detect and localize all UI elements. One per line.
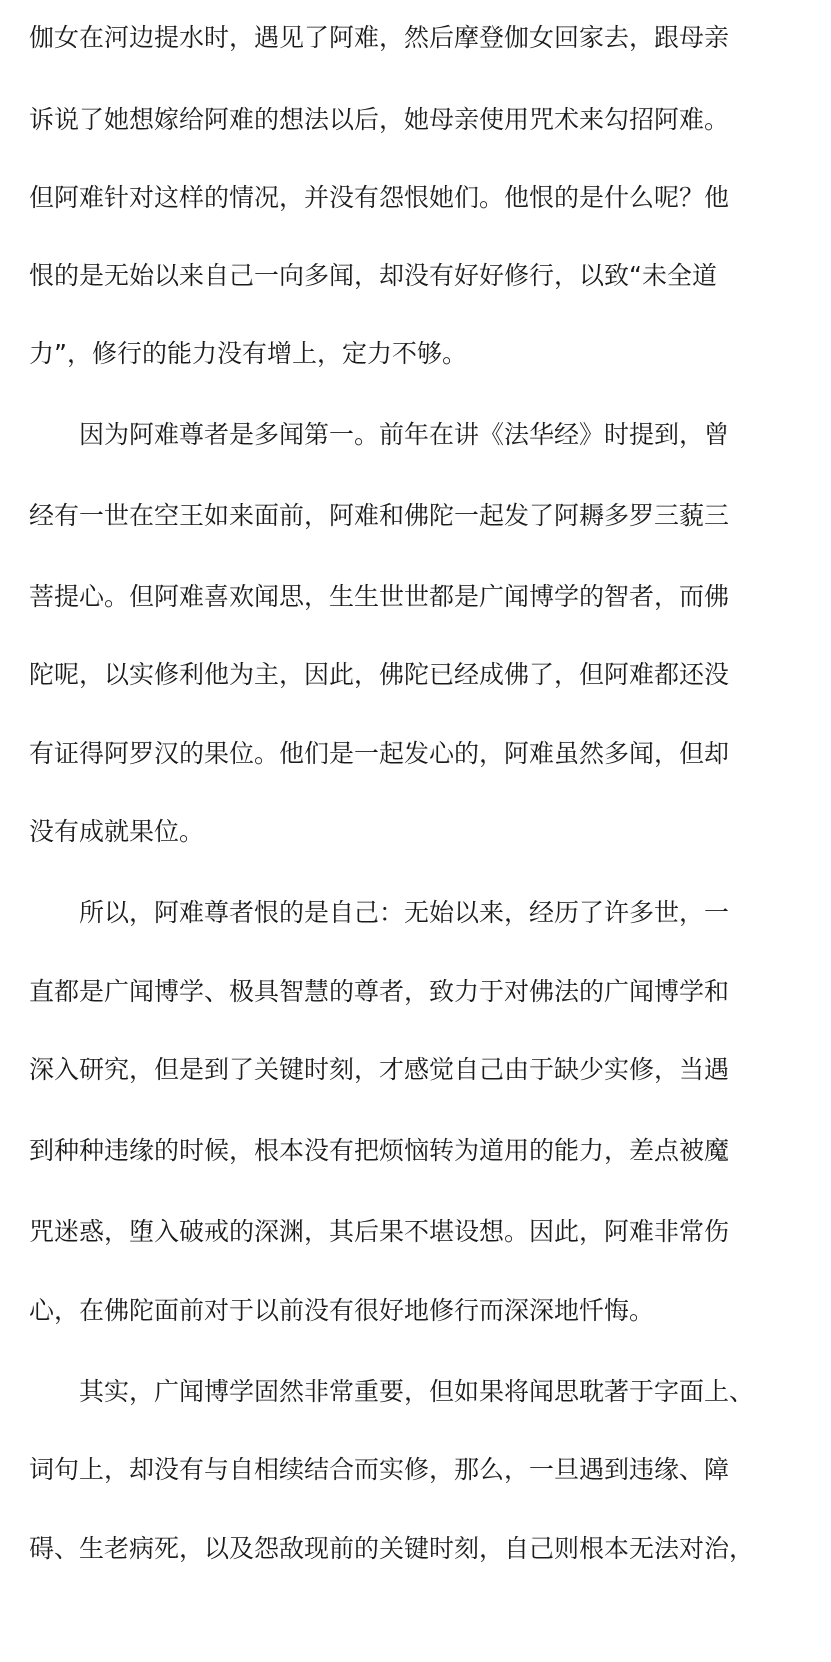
text-line: 其实，广闻博学固然非常重要，但如果将闻思耽著于字面上、 bbox=[29, 1377, 755, 1406]
text-line: 词句上，却没有与自相续结合而实修，那么，一旦遇到违缘、障 bbox=[29, 1455, 730, 1484]
text-line: 菩提心。但阿难喜欢闻思，生生世世都是广闻博学的智者，而佛 bbox=[29, 582, 730, 611]
text-line: 陀呢，以实修利他为主，因此，佛陀已经成佛了，但阿难都还没 bbox=[29, 660, 730, 689]
text-line: 力”，修行的能力没有增上，定力不够。 bbox=[29, 339, 467, 368]
text-line: 经有一世在空王如来面前，阿难和佛陀一起发了阿耨多罗三藐三 bbox=[29, 501, 730, 530]
text-line: 所以，阿难尊者恨的是自己：无始以来，经历了许多世，一 bbox=[29, 898, 730, 927]
text-line: 但阿难针对这样的情况，并没有怨恨她们。他恨的是什么呢？他 bbox=[29, 183, 730, 212]
text-line: 到种种违缘的时候，根本没有把烦恼转为道用的能力，差点被魔 bbox=[29, 1136, 730, 1165]
text-line: 直都是广闻博学、极具智慧的尊者，致力于对佛法的广闻博学和 bbox=[29, 977, 730, 1006]
text-line: 有证得阿罗汉的果位。他们是一起发心的，阿难虽然多闻，但却 bbox=[29, 739, 730, 768]
text-line: 诉说了她想嫁给阿难的想法以后，她母亲使用咒术来勾招阿难。 bbox=[29, 105, 730, 134]
text-line: 伽女在河边提水时，遇见了阿难，然后摩登伽女回家去，跟母亲 bbox=[29, 23, 730, 52]
text-line: 因为阿难尊者是多闻第一。前年在讲《法华经》时提到，曾 bbox=[29, 420, 730, 449]
text-line: 咒迷惑，堕入破戒的深渊，其后果不堪设想。因此，阿难非常伤 bbox=[29, 1217, 730, 1246]
text-line: 碍、生老病死，以及怨敌现前的关键时刻，自己则根本无法对治， bbox=[29, 1534, 755, 1563]
text-line: 没有成就果位。 bbox=[29, 817, 205, 846]
text-line: 深入研究，但是到了关键时刻，才感觉自己由于缺少实修，当遇 bbox=[29, 1055, 730, 1084]
text-line: 恨的是无始以来自己一向多闻，却没有好好修行，以致“未全道 bbox=[29, 261, 717, 290]
text-line: 心，在佛陀面前对于以前没有很好地修行而深深地忏悔。 bbox=[29, 1296, 655, 1325]
